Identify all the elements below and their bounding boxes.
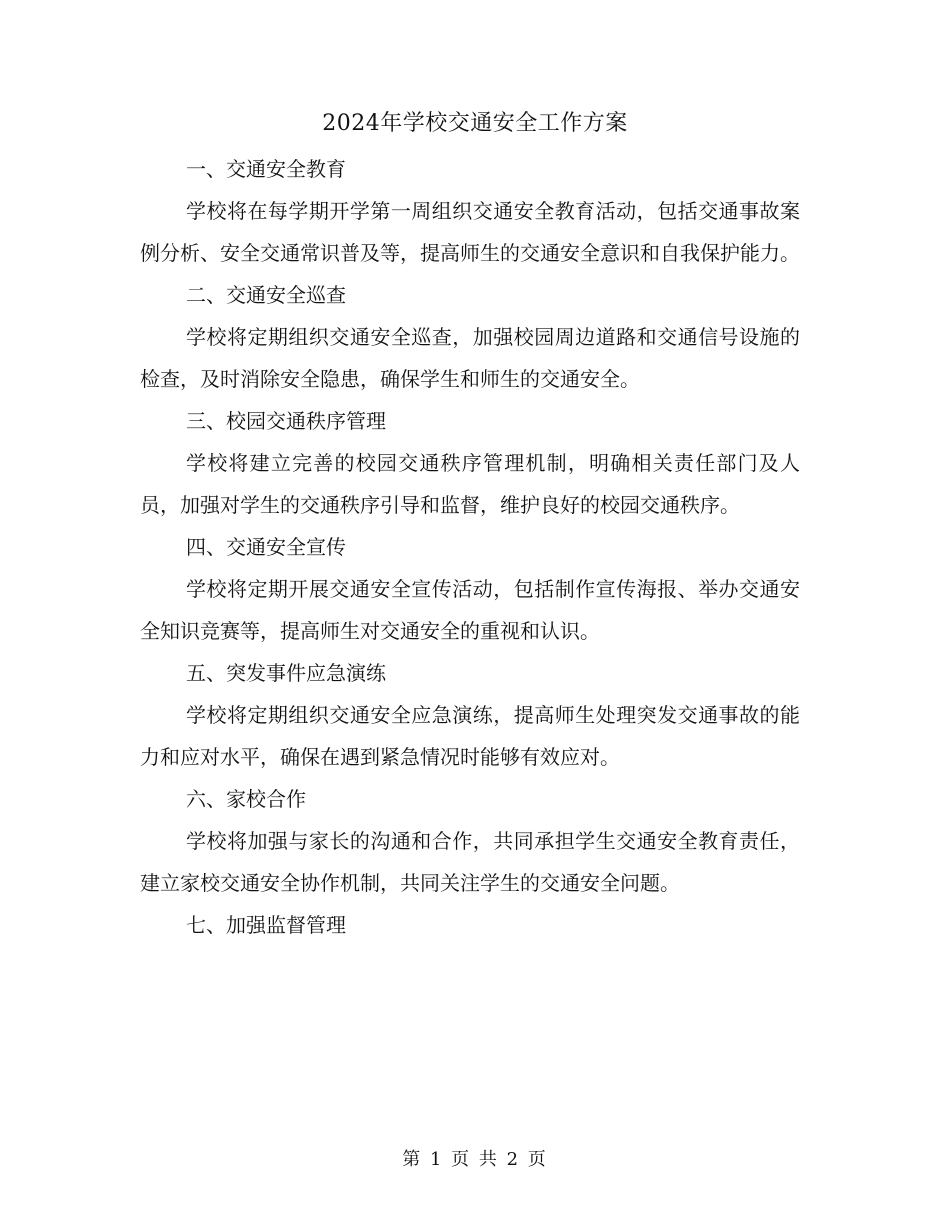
document-title: 2024年学校交通安全工作方案	[322, 111, 628, 136]
section-heading-5: 五、突发事件应急演练	[186, 661, 386, 685]
section-paragraph-5: 学校将定期组织交通安全应急演练，提高师生处理突发交通事故的能力和应对水平，确保在遇到紧急情况时能够有效应对。	[140, 703, 800, 769]
section-heading-4: 四、交通安全宣传	[186, 535, 346, 559]
section-heading-3: 三、校园交通秩序管理	[186, 409, 386, 433]
section-paragraph-2: 学校将定期组织交通安全巡查，加强校园周边道路和交通信号设施的检查，及时消除安全隐患，确保学生和师生的交通安全。	[140, 325, 800, 391]
document-body	[140, 148, 800, 946]
section-paragraph-3: 学校将建立完善的校园交通秩序管理机制，明确相关责任部门及人员，加强对学生的交通秩序引导和监督，维护良好的校园交通秩序。	[140, 451, 800, 517]
section-paragraph-6: 学校将加强与家长的沟通和合作，共同承担学生交通安全教育责任，建立家校交通安全协作机制，共同关注学生的交通安全问题。	[140, 829, 800, 895]
section-paragraph-1: 学校将在每学期开学第一周组织交通安全教育活动，包括交通事故案例分析、安全交通常识普及等，提高师生的交通安全意识和自我保护能力。	[140, 199, 800, 265]
section-heading-2: 二、交通安全巡查	[186, 283, 346, 307]
section-paragraph-4: 学校将定期开展交通安全宣传活动，包括制作宣传海报、举办交通安全知识竞赛等，提高师生对交通安全的重视和认识。	[140, 577, 800, 643]
section-heading-7: 七、加强监督管理	[186, 913, 346, 937]
page-footer: 第 1 页 共 2 页	[402, 1149, 548, 1170]
section-heading-1: 一、交通安全教育	[186, 157, 346, 181]
section-heading-6: 六、家校合作	[186, 787, 306, 811]
